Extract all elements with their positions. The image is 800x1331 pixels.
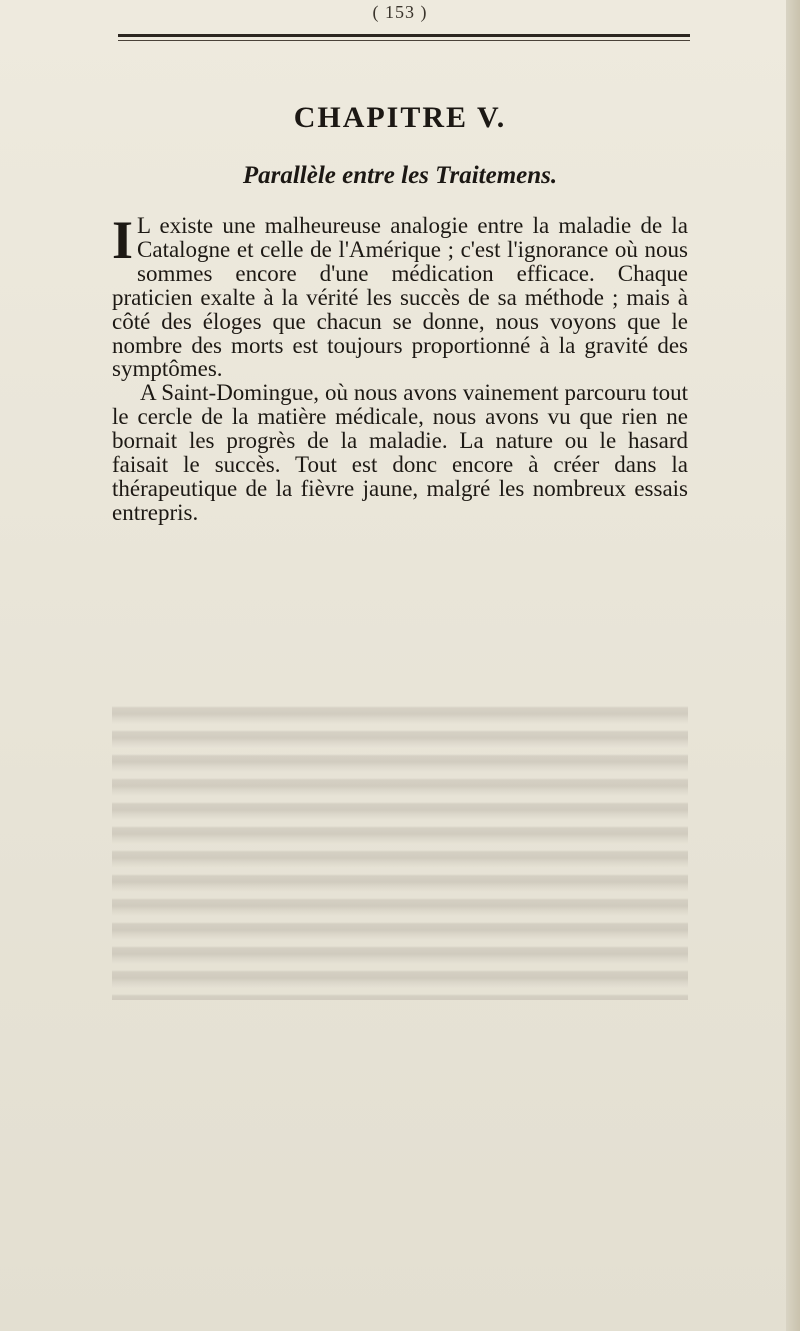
paragraph-1-text: L existe une malheureuse analogie entre la maladie de la Catalogne et celle de l'Amérique ; c'est l'ignorance où nous sommes encore d'une médication efficace. Chaque praticien exalte à la vérité les succès de sa méthode ; mais à côté des éloges que chacun se donne, nous voyons que le nombre des morts est toujours proportionné à la gravité des symptômes.	[112, 213, 688, 382]
chapter-heading: CHAPITRE V.	[293, 101, 507, 134]
page-edge	[786, 0, 800, 1331]
chapter-subtitle: Parallèle entre les Traitemens.	[242, 162, 558, 189]
paragraph-2: A Saint-Domingue, où nous avons vainement parcouru tout le cercle de la matière médicale, nous avons vu que rien ne bornait les progrès de la maladie. La nature ou le hasard faisait le succès. Tout est donc encore à créer dans la thérapeutique de la fièvre jaune, malgré les nombreux essais entrepris.	[112, 380, 688, 525]
header-rule-thin	[118, 40, 690, 41]
show-through-reverse-text	[112, 700, 688, 1000]
header-rule-thick	[118, 34, 690, 37]
paragraph-1	[112, 210, 688, 382]
body-text	[112, 210, 688, 525]
page-number: ( 153 )	[372, 2, 428, 22]
drop-cap: I	[112, 210, 134, 270]
